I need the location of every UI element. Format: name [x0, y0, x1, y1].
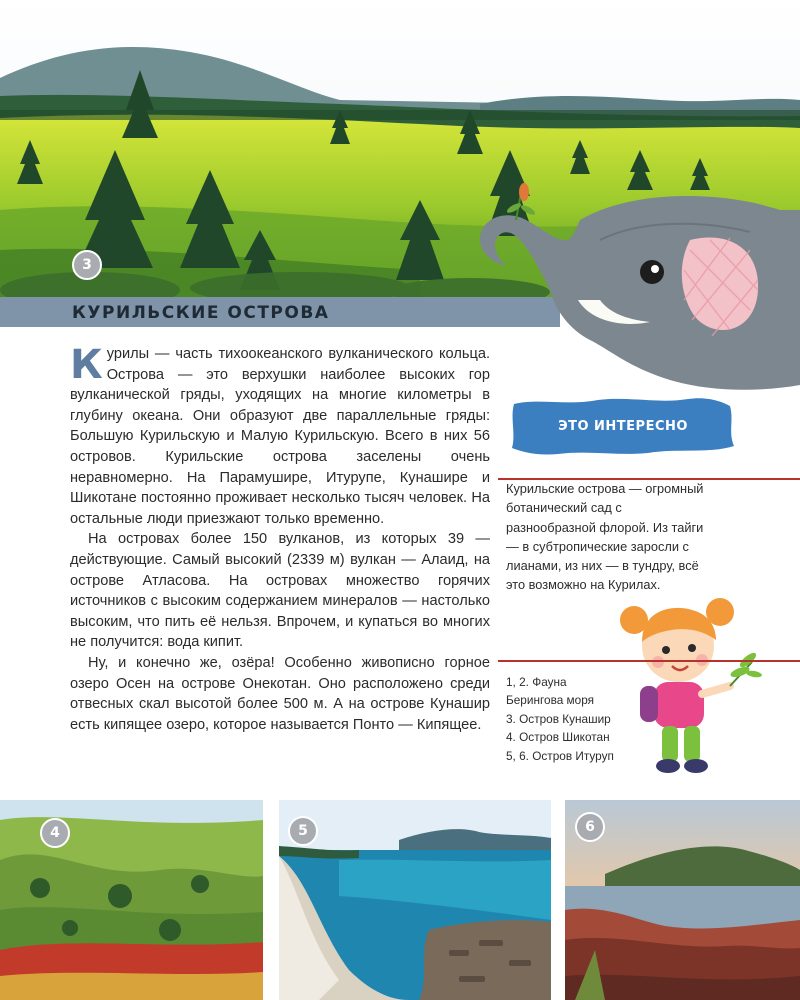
fact-banner [508, 396, 800, 456]
fact-text: Курильские острова — огромный ботанический сад с разнообразной флорой. Из тайги — в субтропические заросли с лианами, из них — в тундру, всё это возможно на Курилах. [506, 481, 704, 593]
caption-line: Берингова моря [506, 693, 595, 708]
caption-line: 1, 2. Фауна [506, 675, 567, 689]
article-body [70, 344, 490, 735]
paragraph-3: Ну, и конечно же, озёра! Особенно живописно горное озеро Осен на острове Онекотан. Оно расположено среди отвесных скал высотой более 500 м. А на острове Кунашир есть кипящее озеро, которое называется Понто — Кипящее. [70, 654, 490, 733]
photo-number-badge-4: 4 [40, 818, 70, 848]
photo-number-badge-3: 3 [72, 250, 102, 280]
paragraph-2: На островах более 150 вулканов, из которых 39 — действующие. Самый высокий (2339 м) вулкан — Алаид, на острове Атласова. На островах множество горячих источников с высоким содержанием минералов — настолько высоким, что пить её нельзя. Впрочем, и купаться во многих не получится: вода кипит. [70, 531, 490, 651]
caption-line: 5, 6. Остров Итуруп [506, 748, 614, 763]
elephant-illustration [460, 180, 800, 400]
page-title: КУРИЛЬСКИЕ ОСТРОВА [72, 303, 330, 323]
photo-captions [506, 673, 666, 765]
drop-cap: К [70, 342, 103, 388]
paragraph-1: Курилы — часть тихоокеанского вулканического кольца. Острова — это верхушки наиболее высоких гор вулканической гряды, уходящих на многие километры в глубину океана. Они образуют две параллельные гряды: Большую Курильскую и Малую Курильскую. Всего в них 56 островов. Курильские острова заселены очень неравномерно. На Парамушире, Итурупе, Кунашире и Шикотане постоянно проживает несколько тысяч человек. На остальные люди приезжают только временно. [70, 342, 490, 527]
photo-number-badge-5: 5 [288, 816, 318, 846]
photo-number-badge-6: 6 [575, 812, 605, 842]
captions-divider [498, 660, 800, 662]
photo-iturup-coast [279, 800, 551, 1000]
caption-line: 4. Остров Шикотан [506, 730, 610, 745]
caption-line: 3. Остров Кунашир [506, 711, 611, 726]
fact-title: ЭТО ИНТЕРЕСНО [558, 418, 688, 434]
